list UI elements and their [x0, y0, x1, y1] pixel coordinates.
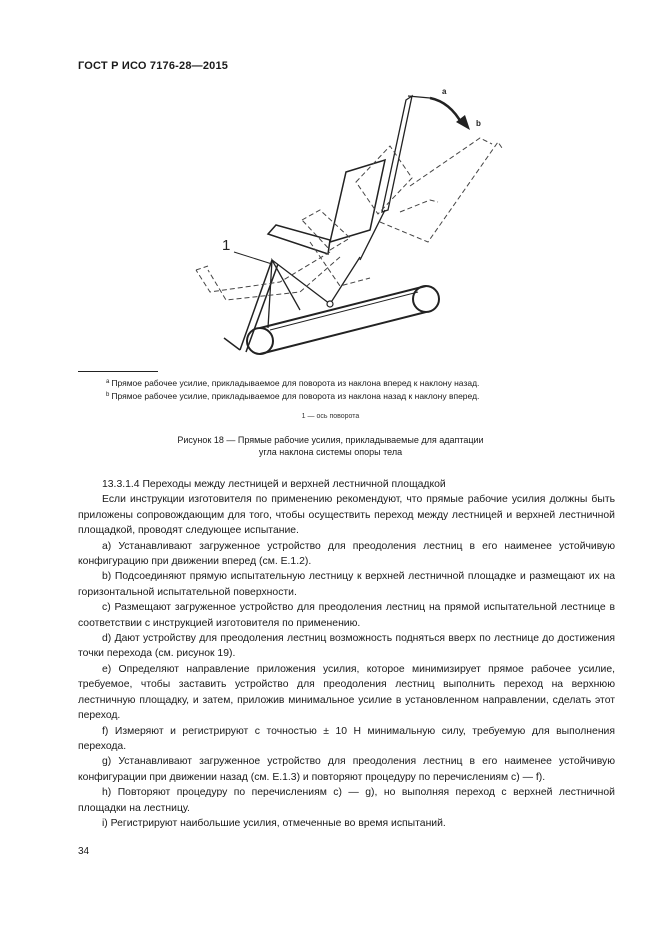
list-item-h: h) Повторяют процедуру по перечислениям с) — g), но выполняя переход с верхней лестничной площадки на лестницу. [78, 787, 615, 814]
stair-climber-figure [180, 82, 520, 367]
footnote-a [106, 378, 479, 388]
list-item-g: g) Устанавливают загруженное устройство для преодоления лестниц в его наименее устойчивую конфигурации при движении назад (см. Е.1.3) и повторяют процедуру по перечислениям с) — f). [78, 756, 615, 783]
list-item-d: d) Дают устройству для преодоления лестниц возможность подняться вверх по лестнице до достижения точки перехода (см. рисунок 19). [78, 633, 615, 660]
force-arrow-a-label: a [442, 87, 447, 96]
track-frame [270, 292, 418, 330]
footnote-b [106, 391, 479, 401]
force-arrow-b-label: b [476, 119, 481, 128]
list-item-i: i) Регистрируют наибольшие усилия, отмеченные во время испытаний. [102, 817, 446, 829]
axis-legend: 1 — ось поворота [301, 413, 360, 420]
list-item-b: b) Подсоединяют прямую испытательную лестницу к верхней лестничной площадке и размещают их на горизонтальной испытательной поверхности. [78, 571, 615, 598]
rear-wheel [247, 328, 273, 354]
chassis-struts [268, 257, 360, 328]
force-arrow-a [430, 98, 462, 124]
tilt-positions-dashed [196, 138, 502, 300]
list-item-e: е) Определяют направление приложения усилия, которое минимизирует прямое рабочее усилие, требуемое, чтобы заставить устройство для преодоления лестниц выполнить переход на верхнюю лестничную площадку, и затем, приложив минимальное усилие в установленном направлении, сделать этот переход. [78, 663, 615, 722]
page-number: 34 [78, 846, 90, 857]
list-item-a: а) Устанавливают загруженное устройство для преодоления лестниц в его наименее устойчивую конфигурацию при движении вперед (см. Е.1.2). [78, 540, 615, 568]
pivot-point [327, 301, 333, 307]
list-item-f: f) Измеряют и регистрируют с точностью ± 10 Н минимальную силу, требуемую для выполнения перехода. [78, 725, 615, 752]
list-item-c: с) Размещают загруженное устройство для преодоления лестниц на прямой испытательной лестнице в соответствии с инструкцией изготовителя по применению. [78, 602, 615, 629]
footnote-b-text: Прямое рабочее усилие, прикладываемое для поворота из наклона назад к наклону вперед. [111, 391, 480, 401]
footnote-a-text: Прямое рабочее усилие, прикладываемое для поворота из наклона вперед к наклону назад. [111, 378, 480, 388]
caption-line-2: угла наклона системы опоры тела [258, 447, 403, 457]
section-heading: 13.3.1.4 Переходы между лестницей и верхней лестничной площадкой [102, 479, 446, 490]
section-body [78, 477, 615, 831]
footnote-separator [78, 371, 158, 372]
figure-caption [0, 434, 661, 458]
section-intro: Если инструкции изготовителя по применению рекомендуют, что прямые рабочие усилия должны быть приложены сопровождающим для того, чтобы осуществить переход между лестницей и верхней лестничной площадкой, проводят следующее испытание. [78, 494, 615, 537]
caption-line-1: Рисунок 18 — Прямые рабочие усилия, прикладываемые для адаптации [177, 435, 484, 445]
handle-forward [360, 96, 430, 260]
front-wheel [413, 286, 439, 312]
footnote-a-mark: a [106, 379, 110, 385]
callout-leader [234, 252, 272, 264]
document-header: ГОСТ Р ИСО 7176-28—2015 [78, 60, 229, 72]
callout-label: 1 [222, 237, 231, 254]
footnote-b-mark: b [106, 392, 110, 398]
